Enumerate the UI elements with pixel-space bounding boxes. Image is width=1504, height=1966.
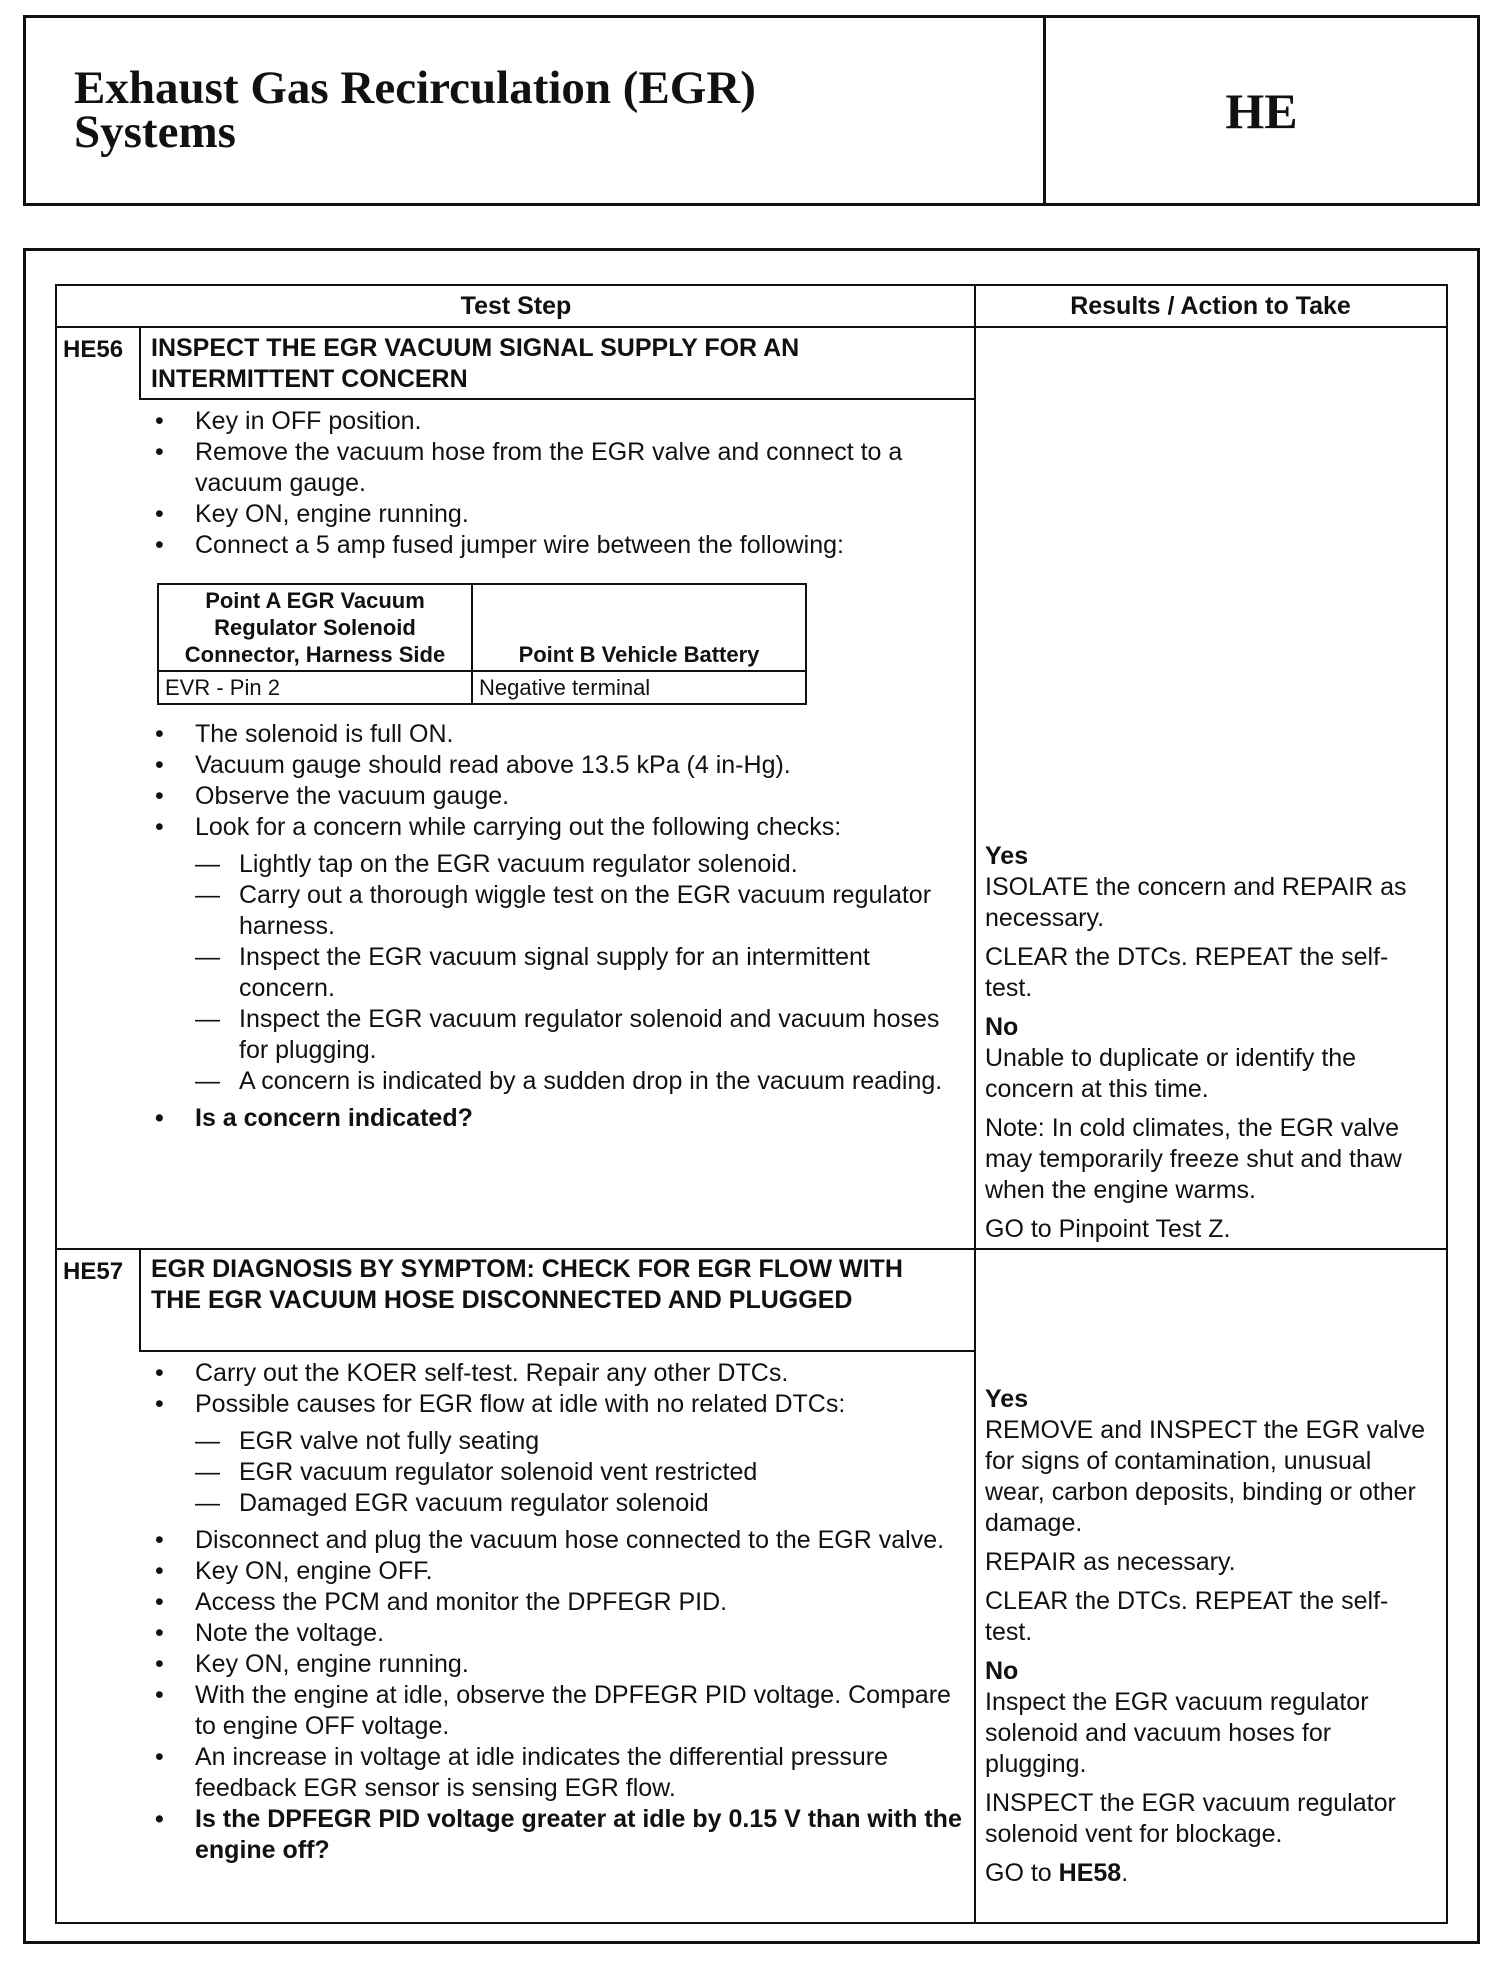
column-divider: [974, 286, 976, 1922]
step-title-rule: [139, 1350, 975, 1352]
list-item: • Observe the vacuum gauge.: [145, 781, 965, 812]
list-item: — EGR valve not fully seating: [195, 1426, 965, 1457]
point-a-header: Point A EGR Vacuum Regulator Solenoid Connector, Harness Side: [158, 584, 472, 671]
list-item: • An increase in voltage at idle indicates the differential pressure feedback EGR sensor is sensing EGR flow.: [145, 1742, 965, 1804]
result-text: REMOVE and INSPECT the EGR valve for signs of contamination, unusual wear, carbon deposits, binding or other damage.: [985, 1416, 1425, 1537]
result-text: Note: In cold climates, the EGR valve may temporarily freeze shut and thaw when the engine warms.: [985, 1114, 1402, 1204]
yes-label: Yes: [985, 842, 1029, 870]
result-text: ISOLATE the concern and REPAIR as necessary.: [985, 873, 1407, 932]
result-text: GO to Pinpoint Test Z.: [985, 1215, 1231, 1243]
step-title-rule: [139, 398, 975, 400]
step-id: HE56: [63, 336, 124, 363]
list-item: • With the engine at idle, observe the DPFEGR PID voltage. Compare to engine OFF voltage.: [145, 1680, 965, 1742]
go-to-step-link[interactable]: HE58: [1058, 1859, 1122, 1887]
list-item: • Key in OFF position.: [145, 406, 965, 437]
list-item: • The solenoid is full ON.: [145, 719, 965, 750]
page-title: [26, 18, 1046, 203]
list-item: — EGR vacuum regulator solenoid vent restricted: [195, 1457, 965, 1488]
list-item: [145, 812, 965, 1097]
title-line-1: Exhaust Gas Recirculation (EGR): [74, 62, 756, 114]
go-to-text: GO to: [985, 1859, 1052, 1887]
list-item: • Connect a 5 amp fused jumper wire between the following:: [145, 530, 965, 561]
step-result: [985, 841, 1435, 1253]
result-text: Inspect the EGR vacuum regulator solenoid and vacuum hoses for plugging.: [985, 1688, 1369, 1778]
section-code: HE: [1225, 82, 1298, 139]
cause-list: [195, 1426, 965, 1519]
result-text: INSPECT the EGR vacuum regulator solenoid vent for blockage.: [985, 1789, 1396, 1848]
title-line-2: Systems: [74, 106, 236, 158]
step-id-divider: [139, 1248, 141, 1350]
list-item: — Lightly tap on the EGR vacuum regulator solenoid.: [195, 849, 965, 880]
list-item: — Carry out a thorough wiggle test on the EGR vacuum regulator harness.: [195, 880, 965, 942]
step-separator: [57, 1248, 1446, 1250]
no-label: No: [985, 1013, 1019, 1041]
point-a-value: EVR - Pin 2: [158, 671, 472, 704]
page-header: [23, 15, 1480, 206]
step-title: EGR DIAGNOSIS BY SYMPTOM: CHECK FOR EGR FLOW WITH THE EGR VACUUM HOSE DISCONNECTED AND PLUGGED: [151, 1255, 903, 1314]
list-item: • Key ON, engine OFF.: [145, 1556, 965, 1587]
test-step-table: [55, 284, 1448, 1924]
list-item: • Disconnect and plug the vacuum hose connected to the EGR valve.: [145, 1525, 965, 1556]
step-body: [145, 1358, 965, 1866]
list-item: — Damaged EGR vacuum regulator solenoid: [195, 1488, 965, 1519]
list-item: • Access the PCM and monitor the DPFEGR PID.: [145, 1587, 965, 1618]
step-id-divider: [139, 328, 141, 398]
list-item: — Inspect the EGR vacuum signal supply for an intermittent concern.: [195, 942, 965, 1004]
step-question: • Is the DPFEGR PID voltage greater at idle by 0.15 V than with the engine off?: [145, 1804, 965, 1866]
yes-label: Yes: [985, 1385, 1029, 1413]
point-b-header: Point B Vehicle Battery: [472, 584, 806, 671]
point-b-value: Negative terminal: [472, 671, 806, 704]
step-title: INSPECT THE EGR VACUUM SIGNAL SUPPLY FOR AN INTERMITTENT CONCERN: [151, 334, 800, 393]
step-bullets: [145, 719, 965, 1134]
go-to-suffix: .: [1121, 1859, 1129, 1887]
column-header-test-step: Test Step: [57, 286, 975, 328]
result-text: REPAIR as necessary.: [985, 1548, 1236, 1576]
list-item-text: Look for a concern while carrying out the following checks:: [195, 813, 842, 841]
step-result: [985, 1384, 1435, 1897]
list-item: — A concern is indicated by a sudden drop in the vacuum reading.: [195, 1066, 965, 1097]
column-header-results: Results / Action to Take: [975, 286, 1446, 328]
step-id: HE57: [63, 1258, 124, 1285]
list-item: • Note the voltage.: [145, 1618, 965, 1649]
result-text: CLEAR the DTCs. REPEAT the self-test.: [985, 943, 1389, 1002]
result-text: Unable to duplicate or identify the concern at this time.: [985, 1044, 1357, 1103]
step-question: • Is a concern indicated?: [145, 1103, 965, 1134]
result-text: CLEAR the DTCs. REPEAT the self-test.: [985, 1587, 1389, 1646]
list-item: • Key ON, engine running.: [145, 1649, 965, 1680]
step-bullets: [145, 1358, 965, 1866]
check-list: [195, 849, 965, 1097]
list-item: [145, 1389, 965, 1519]
list-item: • Vacuum gauge should read above 13.5 kPa (4 in-Hg).: [145, 750, 965, 781]
list-item: • Remove the vacuum hose from the EGR valve and connect to a vacuum gauge.: [145, 437, 965, 499]
no-label: No: [985, 1657, 1019, 1685]
list-item-text: Possible causes for EGR flow at idle with no related DTCs:: [195, 1390, 846, 1418]
list-item: • Key ON, engine running.: [145, 499, 965, 530]
list-item: — Inspect the EGR vacuum regulator solenoid and vacuum hoses for plugging.: [195, 1004, 965, 1066]
step-bullets: [145, 406, 965, 561]
step-body: [145, 406, 965, 1134]
result-text: [985, 1858, 1435, 1889]
jumper-point-table: [157, 583, 807, 705]
list-item: • Carry out the KOER self-test. Repair any other DTCs.: [145, 1358, 965, 1389]
